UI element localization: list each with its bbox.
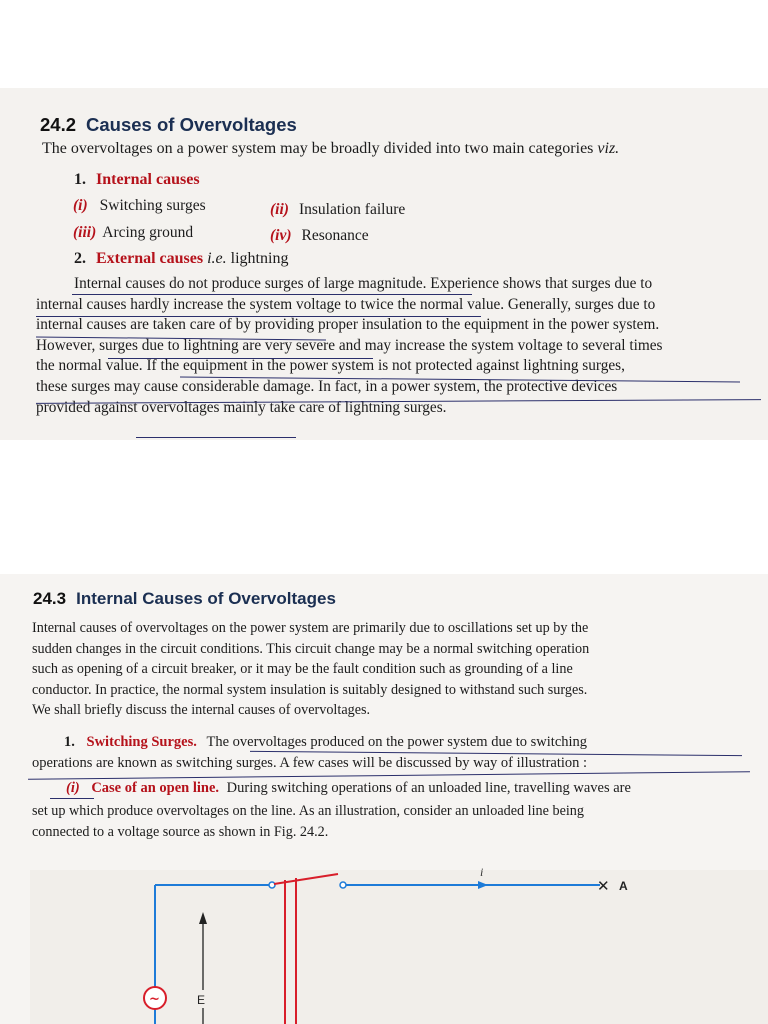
paragraph-line: set up which produce overvoltages on the line. As an illustration, consider an unloaded line being [32, 803, 584, 819]
subcause-marker: (iv) [270, 227, 292, 244]
paragraph-line: We shall briefly discuss the internal causes of overvoltages. [32, 702, 371, 718]
paragraph-line: connected to a voltage source as shown in Fig. 24.2. [32, 823, 329, 840]
paragraph-line: Internal causes of overvoltages on the power system are primarily due to oscillations set up by the [32, 620, 589, 636]
pen-underline [50, 798, 94, 799]
paragraph-line: such as opening of a circuit breaker, or it may be the fault condition such as grounding of a line [32, 661, 573, 677]
voltage-label-e: E [197, 993, 206, 1007]
case-label: Case of an open line. [91, 780, 220, 796]
subcause-marker: (i) [73, 197, 88, 214]
case-paragraph [32, 801, 746, 842]
paragraph-line: internal causes hardly increase the system voltage to twice the normal value. Generally, surges due to [36, 295, 656, 313]
subcause-item [270, 201, 405, 219]
case-open-line [66, 780, 631, 797]
open-end-cross: ✕ [597, 877, 610, 895]
subcause-item [73, 197, 206, 215]
item-switching-surges [64, 734, 587, 751]
section-title: Internal Causes of Overvoltages [76, 589, 336, 608]
subcause-label: Arcing ground [102, 224, 194, 241]
intro-text: The overvoltages on a power system may be broadly divided into two main categories [42, 140, 594, 157]
paragraph-section-24-3 [32, 618, 746, 721]
category-label: External causes [96, 250, 204, 267]
subcause-marker: (iii) [73, 224, 97, 241]
end-label-a: A [619, 879, 628, 893]
subcause-label: Insulation failure [298, 201, 406, 218]
subcause-label: Switching surges [99, 197, 206, 214]
subcause-marker: (ii) [270, 201, 289, 218]
figure-background [30, 870, 768, 1024]
case-text: During switching operations of an unloaded line, travelling waves are [226, 780, 631, 796]
item-text-line: operations are known as switching surges. A few cases will be discussed by way of illustration : [32, 755, 588, 771]
section-heading [40, 114, 297, 136]
item-label: Switching Surges. [86, 734, 197, 750]
case-marker: (i) [66, 780, 80, 796]
intro-viz: viz. [597, 140, 620, 157]
paragraph-line: sudden changes in the circuit conditions. This circuit change may be a normal switching operation [32, 640, 590, 657]
subcause-item [73, 224, 193, 242]
pen-underline [108, 358, 373, 359]
paragraph-line: However, surges due to lightning are very severe and may increase the system voltage to several times [36, 336, 663, 354]
category-label: Internal causes [96, 171, 200, 188]
category-ie: i.e. [207, 250, 227, 267]
section-number: 24.3 [33, 589, 67, 608]
switch-contact-right [340, 882, 346, 888]
paragraph-line: provided against overvoltages mainly take care of lightning surges. [36, 398, 447, 416]
subcause-item [270, 227, 369, 245]
section-title: Causes of Overvoltages [86, 114, 297, 135]
pen-underline [72, 294, 472, 295]
category-external [74, 250, 288, 268]
paragraph-section-24-2 [36, 274, 746, 418]
section-heading [33, 589, 336, 609]
intro-sentence [42, 140, 619, 158]
paragraph-line: these surges may cause considerable damage. In fact, in a power system, the protective devices [36, 377, 618, 395]
category-suffix: lightning [230, 250, 289, 267]
category-number: 1. [74, 171, 86, 188]
pen-underline [136, 437, 296, 438]
section-number: 24.2 [40, 114, 77, 135]
paragraph-line: the normal value. If the equipment in the power system is not protected against lightning surges, [36, 357, 625, 375]
category-number: 2. [74, 250, 86, 267]
category-internal [74, 171, 200, 189]
subcause-label: Resonance [301, 227, 369, 244]
figure-24-2 [0, 850, 768, 1024]
pen-underline [36, 316, 481, 317]
current-label: i [480, 865, 484, 879]
switch-contact-left [269, 882, 275, 888]
paragraph-line: Internal causes do not produce surges of large magnitude. Experience shows that surges due to [74, 275, 653, 292]
item-text: The overvoltages produced on the power system due to switching [206, 734, 588, 750]
paragraph-line: conductor. In practice, the normal system insulation is suitably designed to withstand such surges. [32, 681, 588, 698]
item-number: 1. [64, 734, 75, 750]
ac-source-symbol: ~ [149, 992, 160, 1007]
paragraph-line: internal causes are taken care of by providing proper insulation to the equipment in the power system. [36, 316, 660, 334]
